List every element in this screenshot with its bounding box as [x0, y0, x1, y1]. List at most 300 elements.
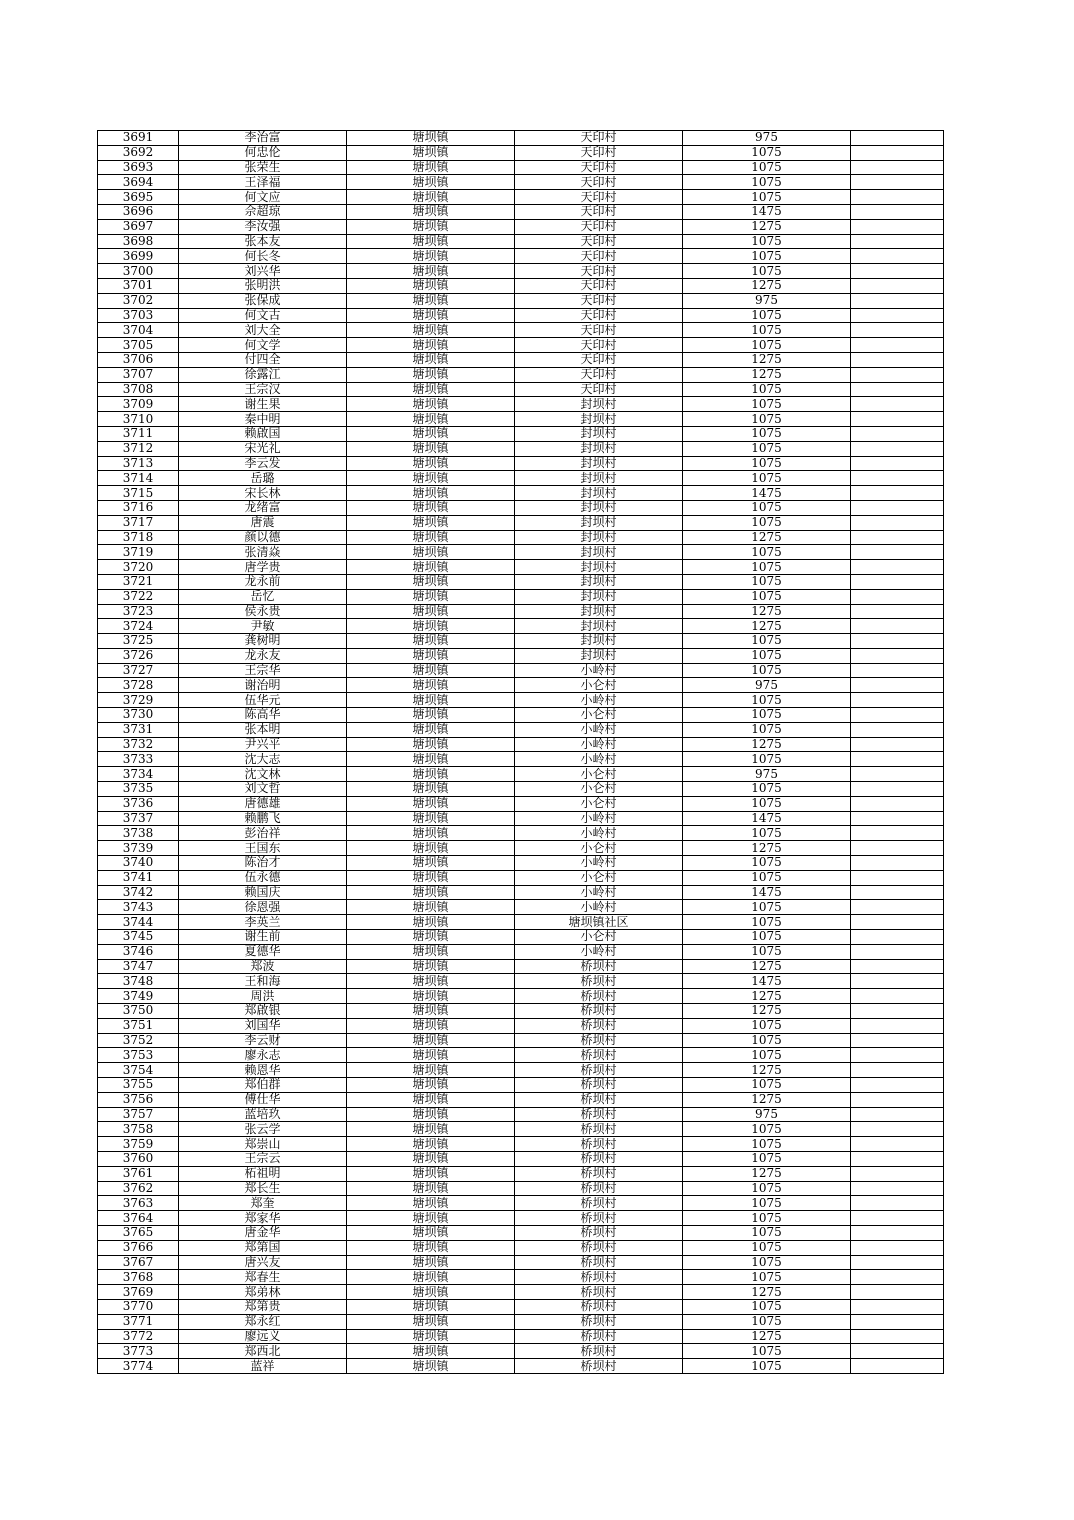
village-cell: 小仑村 [515, 841, 683, 856]
name-cell: 李治富 [179, 131, 347, 146]
note-cell [851, 545, 944, 560]
row-number-cell: 3722 [98, 589, 179, 604]
village-cell: 桥坝村 [515, 1151, 683, 1166]
town-cell: 塘坝镇 [347, 634, 515, 649]
note-cell [851, 131, 944, 146]
amount-cell: 1075 [683, 338, 851, 353]
row-number-cell: 3731 [98, 722, 179, 737]
amount-cell: 1475 [683, 486, 851, 501]
note-cell [851, 426, 944, 441]
note-cell [851, 1211, 944, 1226]
table-row [98, 604, 944, 619]
village-cell: 桥坝村 [515, 1033, 683, 1048]
row-number-cell: 3737 [98, 811, 179, 826]
row-number-cell: 3736 [98, 796, 179, 811]
village-cell: 小仑村 [515, 930, 683, 945]
row-number-cell: 3766 [98, 1240, 179, 1255]
town-cell: 塘坝镇 [347, 145, 515, 160]
name-cell: 赖恩华 [179, 1063, 347, 1078]
row-number-cell: 3715 [98, 486, 179, 501]
town-cell: 塘坝镇 [347, 131, 515, 146]
village-cell: 桥坝村 [515, 1359, 683, 1374]
table-row [98, 1359, 944, 1374]
note-cell [851, 323, 944, 338]
row-number-cell: 3732 [98, 737, 179, 752]
note-cell [851, 338, 944, 353]
town-cell: 塘坝镇 [347, 1255, 515, 1270]
name-cell: 何文古 [179, 308, 347, 323]
town-cell: 塘坝镇 [347, 767, 515, 782]
row-number-cell: 3714 [98, 471, 179, 486]
village-cell: 封坝村 [515, 456, 683, 471]
table-row [98, 131, 944, 146]
village-cell: 封坝村 [515, 486, 683, 501]
amount-cell: 1075 [683, 441, 851, 456]
amount-cell: 1075 [683, 900, 851, 915]
amount-cell: 1075 [683, 796, 851, 811]
table-row [98, 145, 944, 160]
town-cell: 塘坝镇 [347, 1078, 515, 1093]
amount-cell: 1275 [683, 278, 851, 293]
town-cell: 塘坝镇 [347, 841, 515, 856]
note-cell [851, 397, 944, 412]
name-cell: 张明洪 [179, 278, 347, 293]
village-cell: 封坝村 [515, 604, 683, 619]
note-cell [851, 1181, 944, 1196]
table-row [98, 589, 944, 604]
row-number-cell: 3761 [98, 1166, 179, 1181]
amount-cell: 1075 [683, 1240, 851, 1255]
town-cell: 塘坝镇 [347, 782, 515, 797]
table-row [98, 175, 944, 190]
table-row [98, 1344, 944, 1359]
note-cell [851, 915, 944, 930]
town-cell: 塘坝镇 [347, 1225, 515, 1240]
amount-cell: 1075 [683, 397, 851, 412]
table-row [98, 841, 944, 856]
note-cell [851, 1151, 944, 1166]
village-cell: 天印村 [515, 190, 683, 205]
row-number-cell: 3742 [98, 885, 179, 900]
name-cell: 张保成 [179, 293, 347, 308]
row-number-cell: 3713 [98, 456, 179, 471]
name-cell: 何文学 [179, 338, 347, 353]
table-row [98, 1092, 944, 1107]
amount-cell: 1075 [683, 574, 851, 589]
village-cell: 天印村 [515, 264, 683, 279]
note-cell [851, 1063, 944, 1078]
village-cell: 桥坝村 [515, 1240, 683, 1255]
note-cell [851, 190, 944, 205]
table-row [98, 471, 944, 486]
town-cell: 塘坝镇 [347, 663, 515, 678]
town-cell: 塘坝镇 [347, 160, 515, 175]
table-row [98, 397, 944, 412]
row-number-cell: 3721 [98, 574, 179, 589]
town-cell: 塘坝镇 [347, 811, 515, 826]
town-cell: 塘坝镇 [347, 560, 515, 575]
amount-cell: 1075 [683, 545, 851, 560]
name-cell: 王宗云 [179, 1151, 347, 1166]
row-number-cell: 3756 [98, 1092, 179, 1107]
town-cell: 塘坝镇 [347, 900, 515, 915]
town-cell: 塘坝镇 [347, 486, 515, 501]
amount-cell: 1075 [683, 1299, 851, 1314]
row-number-cell: 3735 [98, 782, 179, 797]
amount-cell: 1075 [683, 708, 851, 723]
row-number-cell: 3729 [98, 693, 179, 708]
name-cell: 郑伯群 [179, 1078, 347, 1093]
note-cell [851, 826, 944, 841]
village-cell: 天印村 [515, 145, 683, 160]
amount-cell: 1075 [683, 1344, 851, 1359]
town-cell: 塘坝镇 [347, 1107, 515, 1122]
row-number-cell: 3707 [98, 367, 179, 382]
note-cell [851, 900, 944, 915]
town-cell: 塘坝镇 [347, 619, 515, 634]
name-cell: 王宗汉 [179, 382, 347, 397]
note-cell [851, 175, 944, 190]
note-cell [851, 1107, 944, 1122]
table-row [98, 530, 944, 545]
note-cell [851, 1166, 944, 1181]
table-row [98, 204, 944, 219]
table-row [98, 1225, 944, 1240]
village-cell: 天印村 [515, 131, 683, 146]
row-number-cell: 3773 [98, 1344, 179, 1359]
village-cell: 塘坝镇社区 [515, 915, 683, 930]
name-cell: 岳璐 [179, 471, 347, 486]
name-cell: 何文应 [179, 190, 347, 205]
table-row [98, 412, 944, 427]
village-cell: 桥坝村 [515, 1181, 683, 1196]
amount-cell: 1475 [683, 974, 851, 989]
town-cell: 塘坝镇 [347, 1033, 515, 1048]
amount-cell: 1075 [683, 471, 851, 486]
name-cell: 刘兴华 [179, 264, 347, 279]
town-cell: 塘坝镇 [347, 930, 515, 945]
village-cell: 桥坝村 [515, 1299, 683, 1314]
amount-cell: 1075 [683, 160, 851, 175]
name-cell: 李英兰 [179, 915, 347, 930]
name-cell: 李汝强 [179, 219, 347, 234]
table-row [98, 1314, 944, 1329]
town-cell: 塘坝镇 [347, 1240, 515, 1255]
name-cell: 蓝祥 [179, 1359, 347, 1374]
village-cell: 天印村 [515, 278, 683, 293]
table-row [98, 796, 944, 811]
name-cell: 李云财 [179, 1033, 347, 1048]
table-row [98, 1255, 944, 1270]
amount-cell: 975 [683, 131, 851, 146]
row-number-cell: 3695 [98, 190, 179, 205]
name-cell: 陈高华 [179, 708, 347, 723]
town-cell: 塘坝镇 [347, 412, 515, 427]
name-cell: 王国东 [179, 841, 347, 856]
table-row [98, 500, 944, 515]
name-cell: 徐露江 [179, 367, 347, 382]
table-row [98, 708, 944, 723]
note-cell [851, 441, 944, 456]
table-row [98, 293, 944, 308]
town-cell: 塘坝镇 [347, 234, 515, 249]
note-cell [851, 1225, 944, 1240]
table-row [98, 1196, 944, 1211]
row-number-cell: 3728 [98, 678, 179, 693]
village-cell: 桥坝村 [515, 1285, 683, 1300]
table-row [98, 959, 944, 974]
town-cell: 塘坝镇 [347, 856, 515, 871]
table-row [98, 619, 944, 634]
row-number-cell: 3710 [98, 412, 179, 427]
note-cell [851, 708, 944, 723]
row-number-cell: 3730 [98, 708, 179, 723]
village-cell: 天印村 [515, 382, 683, 397]
village-cell: 封坝村 [515, 530, 683, 545]
table-row [98, 885, 944, 900]
amount-cell: 975 [683, 678, 851, 693]
table-row [98, 426, 944, 441]
row-number-cell: 3717 [98, 515, 179, 530]
name-cell: 廖永志 [179, 1048, 347, 1063]
amount-cell: 1475 [683, 204, 851, 219]
village-cell: 封坝村 [515, 634, 683, 649]
table-row [98, 456, 944, 471]
amount-cell: 1075 [683, 1255, 851, 1270]
data-table [97, 130, 944, 1374]
town-cell: 塘坝镇 [347, 1151, 515, 1166]
note-cell [851, 367, 944, 382]
row-number-cell: 3747 [98, 959, 179, 974]
note-cell [851, 500, 944, 515]
village-cell: 桥坝村 [515, 1270, 683, 1285]
town-cell: 塘坝镇 [347, 367, 515, 382]
table-row [98, 1107, 944, 1122]
table-row [98, 1329, 944, 1344]
note-cell [851, 1285, 944, 1300]
village-cell: 桥坝村 [515, 1166, 683, 1181]
name-cell: 郑第贵 [179, 1299, 347, 1314]
amount-cell: 1075 [683, 190, 851, 205]
town-cell: 塘坝镇 [347, 826, 515, 841]
village-cell: 封坝村 [515, 515, 683, 530]
note-cell [851, 560, 944, 575]
amount-cell: 1075 [683, 1196, 851, 1211]
note-cell [851, 944, 944, 959]
table-row [98, 663, 944, 678]
note-cell [851, 1359, 944, 1374]
village-cell: 桥坝村 [515, 1063, 683, 1078]
row-number-cell: 3708 [98, 382, 179, 397]
amount-cell: 1075 [683, 782, 851, 797]
amount-cell: 1075 [683, 145, 851, 160]
row-number-cell: 3743 [98, 900, 179, 915]
village-cell: 小岭村 [515, 856, 683, 871]
name-cell: 赖鹏飞 [179, 811, 347, 826]
village-cell: 桥坝村 [515, 1225, 683, 1240]
name-cell: 伍华元 [179, 693, 347, 708]
table-row [98, 352, 944, 367]
town-cell: 塘坝镇 [347, 604, 515, 619]
row-number-cell: 3746 [98, 944, 179, 959]
amount-cell: 1075 [683, 323, 851, 338]
table-row [98, 190, 944, 205]
village-cell: 小仑村 [515, 796, 683, 811]
note-cell [851, 1004, 944, 1019]
row-number-cell: 3694 [98, 175, 179, 190]
row-number-cell: 3744 [98, 915, 179, 930]
amount-cell: 1075 [683, 175, 851, 190]
town-cell: 塘坝镇 [347, 1211, 515, 1226]
note-cell [851, 796, 944, 811]
village-cell: 封坝村 [515, 574, 683, 589]
row-number-cell: 3765 [98, 1225, 179, 1240]
name-cell: 唐学贵 [179, 560, 347, 575]
row-number-cell: 3768 [98, 1270, 179, 1285]
row-number-cell: 3754 [98, 1063, 179, 1078]
town-cell: 塘坝镇 [347, 441, 515, 456]
amount-cell: 1075 [683, 915, 851, 930]
row-number-cell: 3763 [98, 1196, 179, 1211]
amount-cell: 1075 [683, 382, 851, 397]
amount-cell: 1075 [683, 752, 851, 767]
amount-cell: 1275 [683, 1329, 851, 1344]
note-cell [851, 219, 944, 234]
table-row [98, 308, 944, 323]
note-cell [851, 352, 944, 367]
note-cell [851, 959, 944, 974]
note-cell [851, 693, 944, 708]
table-row [98, 219, 944, 234]
village-cell: 桥坝村 [515, 1018, 683, 1033]
amount-cell: 1075 [683, 589, 851, 604]
village-cell: 桥坝村 [515, 1122, 683, 1137]
village-cell: 小岭村 [515, 722, 683, 737]
name-cell: 尹敏 [179, 619, 347, 634]
amount-cell: 1075 [683, 1078, 851, 1093]
table-body [98, 131, 944, 1374]
amount-cell: 1075 [683, 249, 851, 264]
row-number-cell: 3705 [98, 338, 179, 353]
note-cell [851, 989, 944, 1004]
village-cell: 小岭村 [515, 663, 683, 678]
amount-cell: 1075 [683, 1270, 851, 1285]
name-cell: 徐恩强 [179, 900, 347, 915]
village-cell: 小岭村 [515, 752, 683, 767]
note-cell [851, 767, 944, 782]
amount-cell: 1075 [683, 870, 851, 885]
amount-cell: 1075 [683, 456, 851, 471]
village-cell: 天印村 [515, 249, 683, 264]
amount-cell: 1075 [683, 234, 851, 249]
note-cell [851, 1255, 944, 1270]
row-number-cell: 3740 [98, 856, 179, 871]
table-row [98, 515, 944, 530]
amount-cell: 1275 [683, 367, 851, 382]
village-cell: 天印村 [515, 308, 683, 323]
town-cell: 塘坝镇 [347, 574, 515, 589]
table-row [98, 678, 944, 693]
amount-cell: 1075 [683, 515, 851, 530]
town-cell: 塘坝镇 [347, 426, 515, 441]
town-cell: 塘坝镇 [347, 648, 515, 663]
name-cell: 张清焱 [179, 545, 347, 560]
amount-cell: 1075 [683, 1225, 851, 1240]
row-number-cell: 3734 [98, 767, 179, 782]
name-cell: 郑啟银 [179, 1004, 347, 1019]
amount-cell: 1275 [683, 959, 851, 974]
note-cell [851, 1240, 944, 1255]
name-cell: 佘超琼 [179, 204, 347, 219]
row-number-cell: 3719 [98, 545, 179, 560]
note-cell [851, 1329, 944, 1344]
table-row [98, 234, 944, 249]
row-number-cell: 3702 [98, 293, 179, 308]
village-cell: 小仑村 [515, 870, 683, 885]
table-row [98, 930, 944, 945]
table-row [98, 900, 944, 915]
table-row [98, 1151, 944, 1166]
amount-cell: 1075 [683, 1181, 851, 1196]
row-number-cell: 3745 [98, 930, 179, 945]
town-cell: 塘坝镇 [347, 1137, 515, 1152]
amount-cell: 975 [683, 767, 851, 782]
name-cell: 岳忆 [179, 589, 347, 604]
row-number-cell: 3769 [98, 1285, 179, 1300]
amount-cell: 1075 [683, 1048, 851, 1063]
row-number-cell: 3720 [98, 560, 179, 575]
name-cell: 郑弟林 [179, 1285, 347, 1300]
town-cell: 塘坝镇 [347, 204, 515, 219]
amount-cell: 1075 [683, 1314, 851, 1329]
amount-cell: 1075 [683, 560, 851, 575]
note-cell [851, 382, 944, 397]
town-cell: 塘坝镇 [347, 1299, 515, 1314]
note-cell [851, 278, 944, 293]
note-cell [851, 308, 944, 323]
note-cell [851, 589, 944, 604]
name-cell: 赖国庆 [179, 885, 347, 900]
row-number-cell: 3701 [98, 278, 179, 293]
village-cell: 桥坝村 [515, 1314, 683, 1329]
village-cell: 封坝村 [515, 426, 683, 441]
amount-cell: 1475 [683, 885, 851, 900]
name-cell: 刘国华 [179, 1018, 347, 1033]
town-cell: 塘坝镇 [347, 974, 515, 989]
name-cell: 郑奎 [179, 1196, 347, 1211]
town-cell: 塘坝镇 [347, 278, 515, 293]
amount-cell: 975 [683, 1107, 851, 1122]
village-cell: 桥坝村 [515, 989, 683, 1004]
town-cell: 塘坝镇 [347, 1122, 515, 1137]
table-row [98, 1166, 944, 1181]
town-cell: 塘坝镇 [347, 752, 515, 767]
name-cell: 刘文哲 [179, 782, 347, 797]
name-cell: 何长冬 [179, 249, 347, 264]
village-cell: 桥坝村 [515, 1107, 683, 1122]
table-row [98, 264, 944, 279]
amount-cell: 1275 [683, 1092, 851, 1107]
village-cell: 桥坝村 [515, 1329, 683, 1344]
note-cell [851, 678, 944, 693]
name-cell: 彭治祥 [179, 826, 347, 841]
amount-cell: 1075 [683, 1211, 851, 1226]
village-cell: 桥坝村 [515, 1211, 683, 1226]
note-cell [851, 264, 944, 279]
table-row [98, 1181, 944, 1196]
name-cell: 王和海 [179, 974, 347, 989]
name-cell: 蓝培玖 [179, 1107, 347, 1122]
